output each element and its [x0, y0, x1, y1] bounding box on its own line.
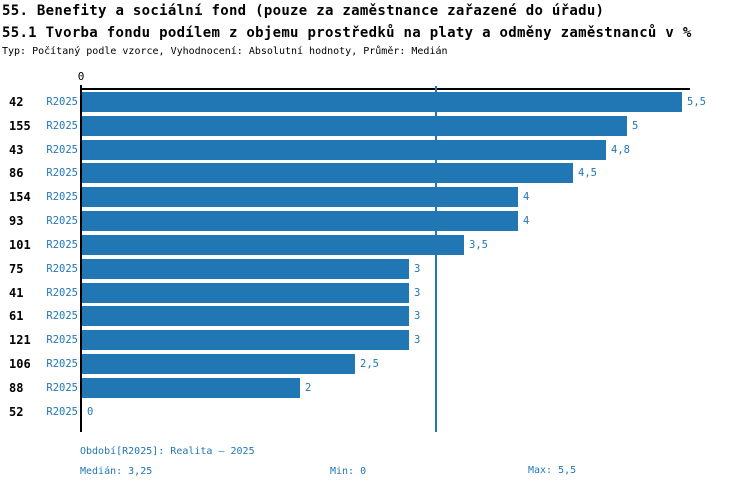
row-series-label: R2025	[46, 263, 78, 275]
median-stat: Medián: 3,25	[80, 466, 153, 477]
bar	[82, 235, 464, 255]
row-category-label: 88	[9, 381, 24, 395]
chart-title: 55.1 Tvorba fondu podílem z objemu prostředků na platy a odměny zaměstnanců v %	[2, 25, 692, 41]
median-reference-line	[435, 86, 437, 432]
bar-value-label: 2,5	[360, 358, 379, 370]
bar-value-label: 3	[414, 287, 421, 299]
bar	[82, 378, 300, 398]
bar	[82, 116, 627, 136]
row-series-label: R2025	[46, 358, 78, 370]
row-category-label: 52	[9, 405, 24, 419]
row-category-label: 43	[9, 143, 24, 157]
bar-value-label: 0	[87, 406, 94, 418]
row-category-label: 154	[9, 190, 31, 204]
bar-value-label: 3,5	[469, 239, 488, 251]
row-series-label: R2025	[46, 334, 78, 346]
row-series-label: R2025	[46, 191, 78, 203]
x-axis-line	[80, 88, 690, 90]
row-category-label: 93	[9, 214, 24, 228]
x-axis-zero-tick-label: 0	[77, 70, 85, 83]
bar-value-label: 3	[414, 310, 421, 322]
row-series-label: R2025	[46, 96, 78, 108]
row-category-label: 42	[9, 95, 24, 109]
row-series-label: R2025	[46, 287, 78, 299]
bar	[82, 259, 409, 279]
min-stat: Min: 0	[330, 466, 367, 477]
bar-value-label: 5	[632, 120, 639, 132]
bar	[82, 306, 409, 326]
row-category-label: 86	[9, 166, 24, 180]
bar-value-label: 4	[523, 191, 530, 203]
bar-value-label: 2	[305, 382, 312, 394]
row-category-label: 75	[9, 262, 24, 276]
max-stat: Max: 5,5	[528, 465, 577, 476]
bar-value-label: 3	[414, 263, 421, 275]
row-series-label: R2025	[46, 215, 78, 227]
row-category-label: 101	[9, 238, 31, 252]
bar	[82, 92, 682, 112]
row-category-label: 106	[9, 357, 31, 371]
row-category-label: 41	[9, 286, 24, 300]
bar-value-label: 4,5	[578, 167, 597, 179]
bar	[82, 211, 518, 231]
row-series-label: R2025	[46, 167, 78, 179]
row-series-label: R2025	[46, 310, 78, 322]
bar-value-label: 4,8	[611, 144, 630, 156]
row-series-label: R2025	[46, 406, 78, 418]
row-series-label: R2025	[46, 239, 78, 251]
row-category-label: 121	[9, 333, 31, 347]
bar-value-label: 5,5	[687, 96, 706, 108]
bar	[82, 354, 355, 374]
row-series-label: R2025	[46, 382, 78, 394]
bar	[82, 187, 518, 207]
bar	[82, 283, 409, 303]
chart-subtitle: Typ: Počítaný podle vzorce, Vyhodnocení: Absolutní hodnoty, Průměr: Medián	[2, 46, 448, 57]
row-category-label: 155	[9, 119, 31, 133]
row-series-label: R2025	[46, 144, 78, 156]
period-label: Období[R2025]: Realita – 2025	[80, 446, 255, 457]
bar	[82, 140, 606, 160]
bar-value-label: 3	[414, 334, 421, 346]
row-series-label: R2025	[46, 120, 78, 132]
bar	[82, 163, 573, 183]
bar-value-label: 4	[523, 215, 530, 227]
row-category-label: 61	[9, 309, 24, 323]
bar	[82, 330, 409, 350]
report-title: 55. Benefity a sociální fond (pouze za zaměstnance zařazené do úřadu)	[2, 3, 605, 19]
